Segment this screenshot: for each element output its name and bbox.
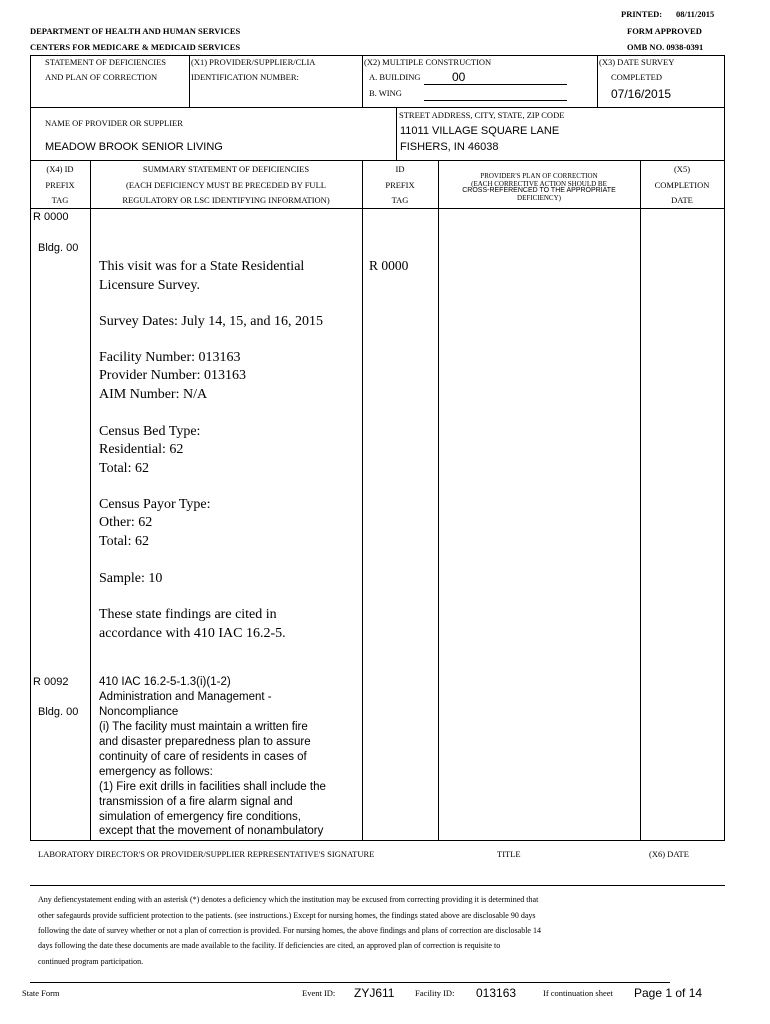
bldg-second: Bldg. 00: [38, 706, 79, 718]
printed-date: 08/11/2015: [676, 9, 715, 19]
x5-header-1: (X5): [673, 164, 691, 174]
reg-line-6: continuity of care of residents in cases of: [99, 751, 307, 763]
reg-line-10: simulation of emergency fire conditions,: [99, 811, 301, 823]
continuation-label: If continuation sheet: [543, 988, 613, 998]
x5-header-3: DATE: [671, 195, 693, 205]
state-form-label: State Form: [22, 988, 60, 998]
building-underline: [424, 84, 567, 85]
disclaimer-line-5: continued program participation.: [38, 957, 144, 966]
reg-line-5: and disaster preparedness plan to assure: [99, 736, 311, 748]
id-header-2: PREFIX: [385, 180, 415, 190]
x3-label-2: COMPLETED: [611, 72, 662, 82]
wing-label: B. WING: [369, 88, 402, 98]
visit-paragraph: This visit was for a State Residential Licensure Survey.: [99, 259, 305, 293]
summary-header-1: SUMMARY STATEMENT OF DEFICIENCIES: [142, 164, 310, 174]
x1-label-2: IDENTIFICATION NUMBER:: [191, 72, 299, 82]
disclaimer-line-3: following the date of survey whether or not a plan of correction is provided. For nursing homes, the above findings and plans of correction are disclosable 14: [38, 926, 541, 935]
x6-date-label: (X6) DATE: [649, 849, 689, 859]
address-label: STREET ADDRESS, CITY, STATE, ZIP CODE: [399, 110, 565, 120]
title-label: TITLE: [497, 849, 521, 859]
reg-line-9: transmission of a fire alarm signal and: [99, 796, 293, 808]
statement-label-2: AND PLAN OF CORRECTION: [45, 72, 158, 82]
provider-name-label: NAME OF PROVIDER OR SUPPLIER: [45, 118, 183, 128]
census-other: Other: 62: [99, 515, 153, 530]
provider-number: Provider Number: 013163: [99, 368, 246, 383]
x1-label-1: (X1) PROVIDER/SUPPLIER/CLIA: [191, 57, 316, 67]
page-indicator: Page 1 of 14: [634, 986, 703, 1000]
x4-header-2: PREFIX: [45, 180, 75, 190]
building-label: A. BUILDING: [369, 72, 421, 82]
plan-header-4: DEFICIENCY): [517, 194, 561, 202]
frame-top: [30, 55, 725, 56]
disclaimer-line-2: other safegaurds provide sufficient protection to the patients. (see instructions.) Except for nursing homes, the findings stated above are disclosable 90 days: [38, 911, 536, 920]
reg-line-2: Administration and Management -: [99, 691, 272, 703]
x3-label-1: (X3) DATE SURVEY: [599, 57, 675, 67]
plan-header-2: (EACH CORRECTIVE ACTION SHOULD BE: [471, 180, 607, 188]
event-id-label: Event ID:: [302, 988, 336, 998]
census-payor-total: Total: 62: [99, 534, 149, 549]
address-line-2: FISHERS, IN 46038: [400, 141, 499, 153]
facility-id-label: Facility ID:: [415, 988, 455, 998]
statement-label-1: STATEMENT OF DEFICIENCIES: [45, 57, 167, 67]
tag-r0000: R 0000: [33, 211, 69, 223]
reg-line-8: (1) Fire exit drills in facilities shall include the: [99, 781, 326, 793]
printed-label: PRINTED:: [621, 9, 663, 19]
id-header-1: ID: [395, 164, 405, 174]
wing-underline: [424, 100, 567, 101]
frame-right: [724, 55, 725, 840]
reg-line-1: 410 IAC 16.2-5-1.3(i)(1-2): [99, 676, 231, 688]
disclaimer-line-4: days following the date these documents are made available to the facility. If deficiencies are cited, an approved plan of correction is requisite to: [38, 941, 501, 950]
omb-number: OMB NO. 0938-0391: [627, 42, 704, 52]
x4-header-3: TAG: [51, 195, 69, 205]
reg-line-4: (i) The facility must maintain a written fire: [99, 721, 308, 733]
census-payor-type: Census Payor Type:: [99, 497, 211, 512]
census-bed-total: Total: 62: [99, 461, 149, 476]
id-header-3: TAG: [391, 195, 409, 205]
centers-title: CENTERS FOR MEDICARE & MEDICAID SERVICES: [30, 42, 241, 52]
findings-paragraph: These state findings are cited in accordance with 410 IAC 16.2-5.: [99, 607, 286, 641]
dept-title: DEPARTMENT OF HEALTH AND HUMAN SERVICES: [30, 26, 241, 36]
census-bed-type: Census Bed Type:: [99, 424, 201, 439]
form-approved: FORM APPROVED: [627, 26, 702, 36]
survey-date: 07/16/2015: [611, 87, 672, 101]
summary-header-3: REGULATORY OR LSC IDENTIFYING INFORMATION): [122, 195, 330, 205]
bldg-first: Bldg. 00: [38, 242, 79, 254]
summary-header-2: (EACH DEFICIENCY MUST BE PRECEDED BY FULL: [126, 180, 326, 190]
survey-dates: Survey Dates: July 14, 15, and 16, 2015: [99, 314, 323, 329]
facility-id-value: 013163: [476, 986, 517, 1000]
plan-header-3: CROSS-REFERENCED TO THE APPROPRIATE: [462, 187, 616, 194]
facility-number: Facility Number: 013163: [99, 350, 241, 365]
address-line-1: 11011 VILLAGE SQUARE LANE: [400, 125, 560, 137]
id-tag-r0000: R 0000: [369, 258, 409, 273]
signature-divider: [30, 885, 725, 886]
reg-line-11: except that the movement of nonambulatory: [99, 825, 324, 837]
reg-line-3: Noncompliance: [99, 706, 179, 718]
sample-count: Sample: 10: [99, 571, 163, 586]
plan-header-1: PROVIDER'S PLAN OF CORRECTION: [480, 172, 598, 180]
census-residential: Residential: 62: [99, 442, 184, 457]
frame-bottom: [30, 840, 725, 841]
x2-label: (X2) MULTIPLE CONSTRUCTION: [364, 57, 492, 67]
reg-line-7: emergency as follows:: [99, 766, 213, 778]
building-value: 00: [452, 70, 466, 84]
x4-header-1: (X4) ID: [46, 164, 74, 174]
x5-header-2: COMPLETION: [654, 180, 710, 190]
signature-label: LABORATORY DIRECTOR'S OR PROVIDER/SUPPLIER REPRESENTATIVE'S SIGNATURE: [38, 849, 375, 859]
event-id-value: ZYJ611: [354, 986, 395, 1000]
provider-name: MEADOW BROOK SENIOR LIVING: [45, 141, 223, 153]
tag-r0092: R 0092: [33, 676, 69, 688]
aim-number: AIM Number: N/A: [99, 387, 208, 402]
disclaimer-line-1: Any defiencystatement ending with an asterisk (*) denotes a deficiency which the institution may be excused from correcting providing it is determined that: [38, 895, 539, 904]
footer-divider: [30, 982, 670, 983]
